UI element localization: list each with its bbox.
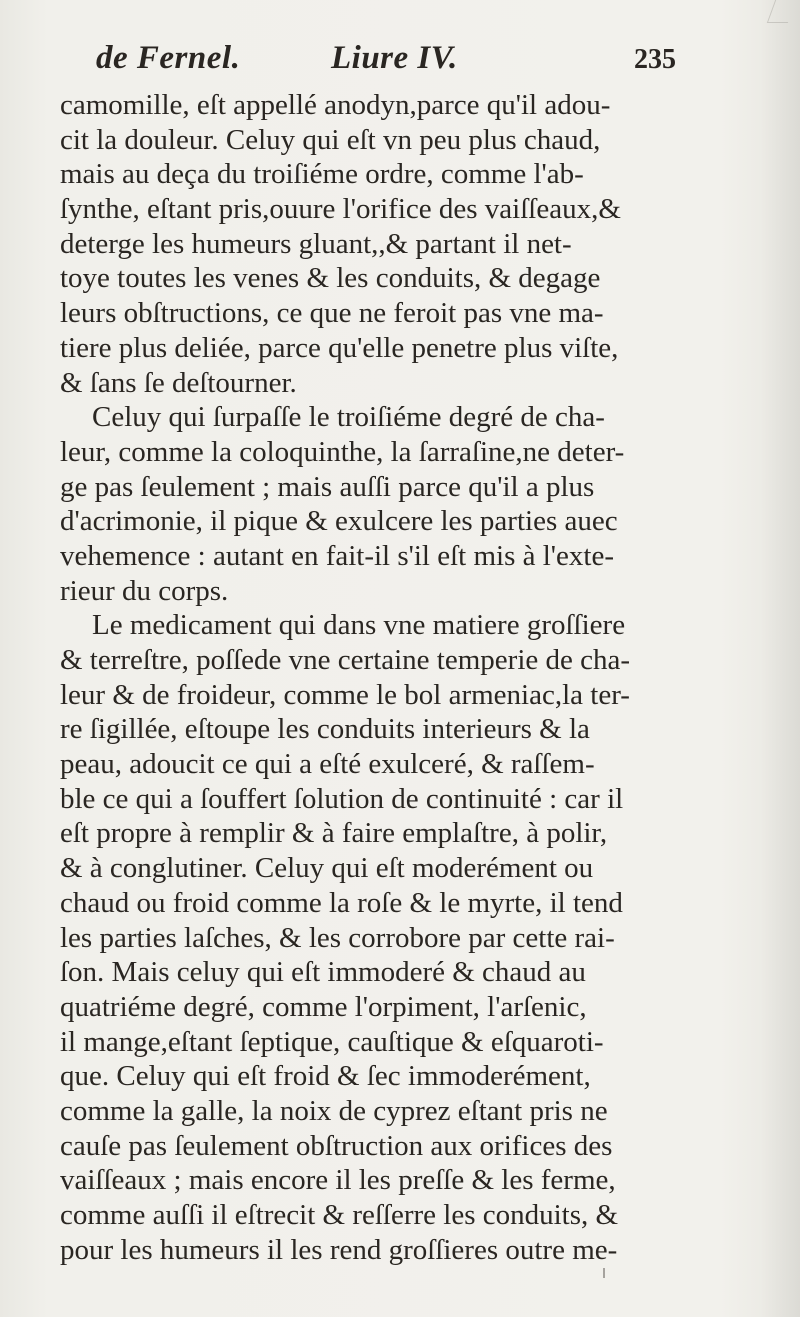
text-line: quatriéme degré, comme l'orpiment, l'arſenic, <box>60 990 587 1023</box>
running-book-title: Liure IV. <box>331 40 458 76</box>
paragraph-first-line: Celuy qui ſurpaſſe le troiſiéme degré de cha- <box>92 401 605 434</box>
text-line: ble ce qui a ſouffert ſolution de continuité : car il <box>60 782 624 815</box>
text-line: ſon. Mais celuy qui eſt immoderé & chaud au <box>60 956 586 989</box>
text-line: leur, comme la coloquinthe, la ſarraſine,ne deter- <box>60 435 625 468</box>
text-line: les parties laſches, & les corrobore par cette rai- <box>60 921 615 954</box>
running-title: de Fernel. <box>96 40 241 76</box>
text-line: leur & de froideur, comme le bol armeniac,la ter- <box>60 678 630 711</box>
text-line: ge pas ſeulement ; mais auſſi parce qu'il a plus <box>60 470 595 503</box>
text-line: eſt propre à remplir & à faire emplaſtre, à polir, <box>60 817 608 850</box>
text-line: ſynthe, eſtant pris,ouure l'orifice des vaiſſeaux,& <box>60 193 621 226</box>
text-line: camomille, eſt appellé anodyn,parce qu'il adou- <box>60 89 611 121</box>
text-line: & à conglutiner. Celuy qui eſt moderément ou <box>60 852 594 885</box>
body-text <box>60 88 760 1267</box>
page-edge-shadow <box>760 0 800 1317</box>
text-line: & terreſtre, poſſede vne certaine temperie de cha- <box>60 644 631 676</box>
text-line: chaud ou froid comme la roſe & le myrte, il tend <box>60 886 623 919</box>
text-line: d'acrimonie, il pique & exulcere les parties auec <box>60 505 618 538</box>
text-line: il mange,eſtant ſeptique, cauſtique & eſquaroti- <box>60 1025 604 1058</box>
text-line: re ſigillée, eſtoupe les conduits interieurs & la <box>60 713 590 746</box>
text-line: mais au deça du troiſiéme ordre, comme l'ab- <box>60 158 584 191</box>
ink-mark <box>603 1268 605 1278</box>
text-line: que. Celuy qui eſt froid & ſec immoderément, <box>60 1060 591 1093</box>
text-line: rieur du corps. <box>60 574 229 607</box>
text-line: deterge les humeurs gluant,,& partant il net- <box>60 227 572 260</box>
text-line: toye toutes les venes & les conduits, & degage <box>60 262 601 295</box>
text-line: pour les humeurs il les rend groſſieres outre me- <box>60 1233 618 1266</box>
text-line: cit la douleur. Celuy qui eſt vn peu plus chaud, <box>60 123 601 156</box>
text-line: comme auſſi il eſtrecit & reſſerre les conduits, & <box>60 1199 619 1231</box>
text-line: & ſans ſe deſtourner. <box>60 366 297 399</box>
text-line: tiere plus deliée, parce qu'elle penetre plus viſte, <box>60 331 619 364</box>
text-line: vehemence : autant en fait-il s'il eſt mis à l'exte- <box>60 539 614 572</box>
text-line: cauſe pas ſeulement obſtruction aux orifices des <box>60 1129 613 1162</box>
text-line: leurs obſtructions, ce que ne feroit pas vne ma- <box>60 297 604 330</box>
text-line: comme la galle, la noix de cyprez eſtant pris ne <box>60 1094 608 1127</box>
text-line: peau, adoucit ce qui a eſté exulceré, & raſſem- <box>60 748 595 781</box>
page-header <box>96 40 676 84</box>
paragraph-first-line: Le medicament qui dans vne matiere groſſiere <box>92 609 626 642</box>
text-line: vaiſſeaux ; mais encore il les preſſe & les ferme, <box>60 1164 616 1197</box>
page-number: 235 <box>634 44 676 75</box>
